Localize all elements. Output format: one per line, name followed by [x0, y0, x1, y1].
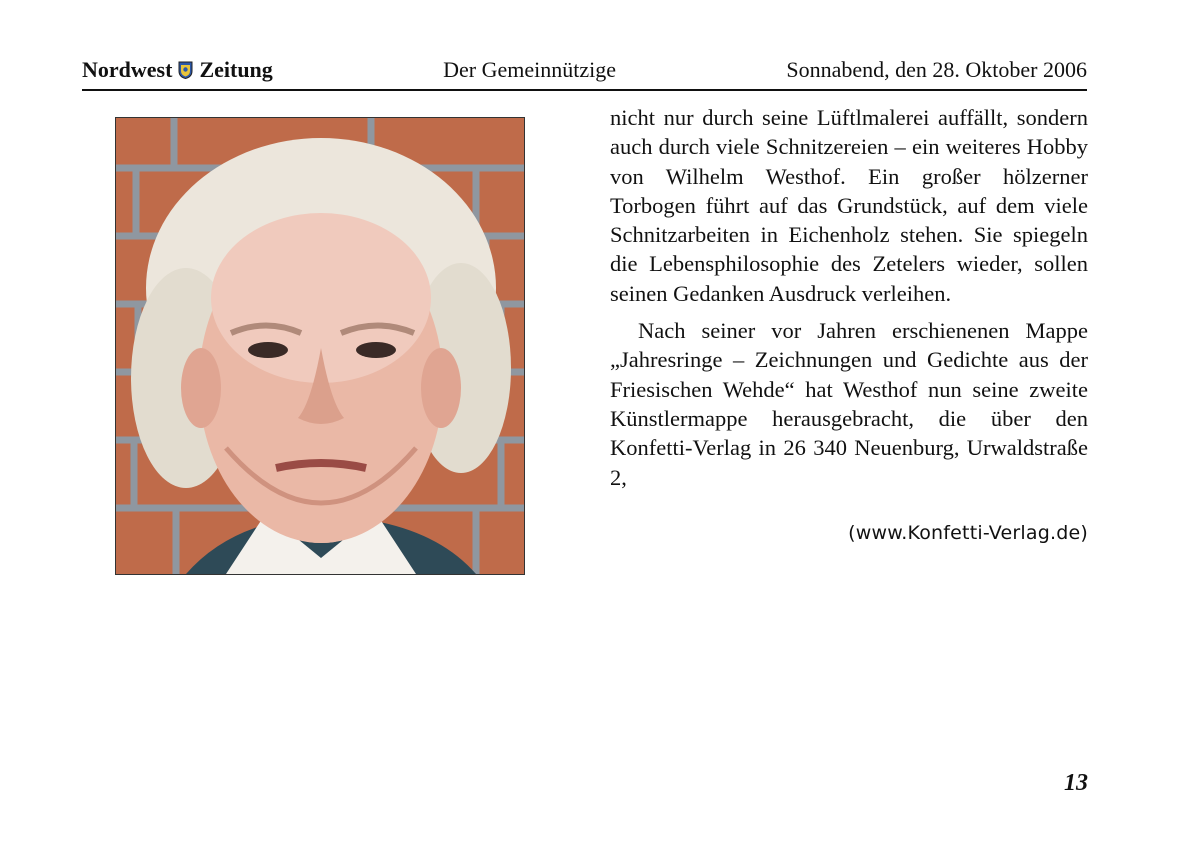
- article-paragraph-1: nicht nur durch seine Lüftlmalerei auffällt, sondern auch durch viele Schnitzereien – ein weiteres Hobby von Wilhelm Westhof. Ein großer hölzerner Torbogen führt auf das Grundstück, auf dem viele Schnitzarbeiten in Eichenholz stehen. Sie spiegeln die Lebensphilosophie des Zetelers wieder, sollen seinen Gedanken Ausdruck verleihen.: [610, 105, 1088, 306]
- newspaper-masthead: [82, 57, 273, 83]
- section-title: Der Gemeinnützige: [443, 57, 617, 82]
- crest-icon: [178, 61, 193, 79]
- page-number: 13: [1064, 770, 1088, 796]
- publisher-url[interactable]: (www.Konfetti-Verlag.de): [848, 522, 1088, 544]
- masthead-right: Zeitung: [199, 57, 273, 82]
- header-rule: [82, 89, 1087, 91]
- portrait-illustration: [116, 118, 524, 574]
- article-paragraph-2: Nach seiner vor Jahren erschienenen Mappe „Jahresringe – Zeichnungen und Gedichte aus der Friesischen Wehde“ hat Westhof nun seine zweite Künstlermappe herausgebracht, die über den Konfetti-Verlag in 26 340 Neuenburg, Urwaldstraße 2,: [610, 318, 1088, 490]
- article-body: [610, 103, 1088, 492]
- masthead-left: Nordwest: [82, 57, 173, 82]
- page-header: [82, 57, 1087, 87]
- portrait-photo: [115, 117, 525, 575]
- issue-date: Sonnabend, den 28. Oktober 2006: [786, 57, 1087, 82]
